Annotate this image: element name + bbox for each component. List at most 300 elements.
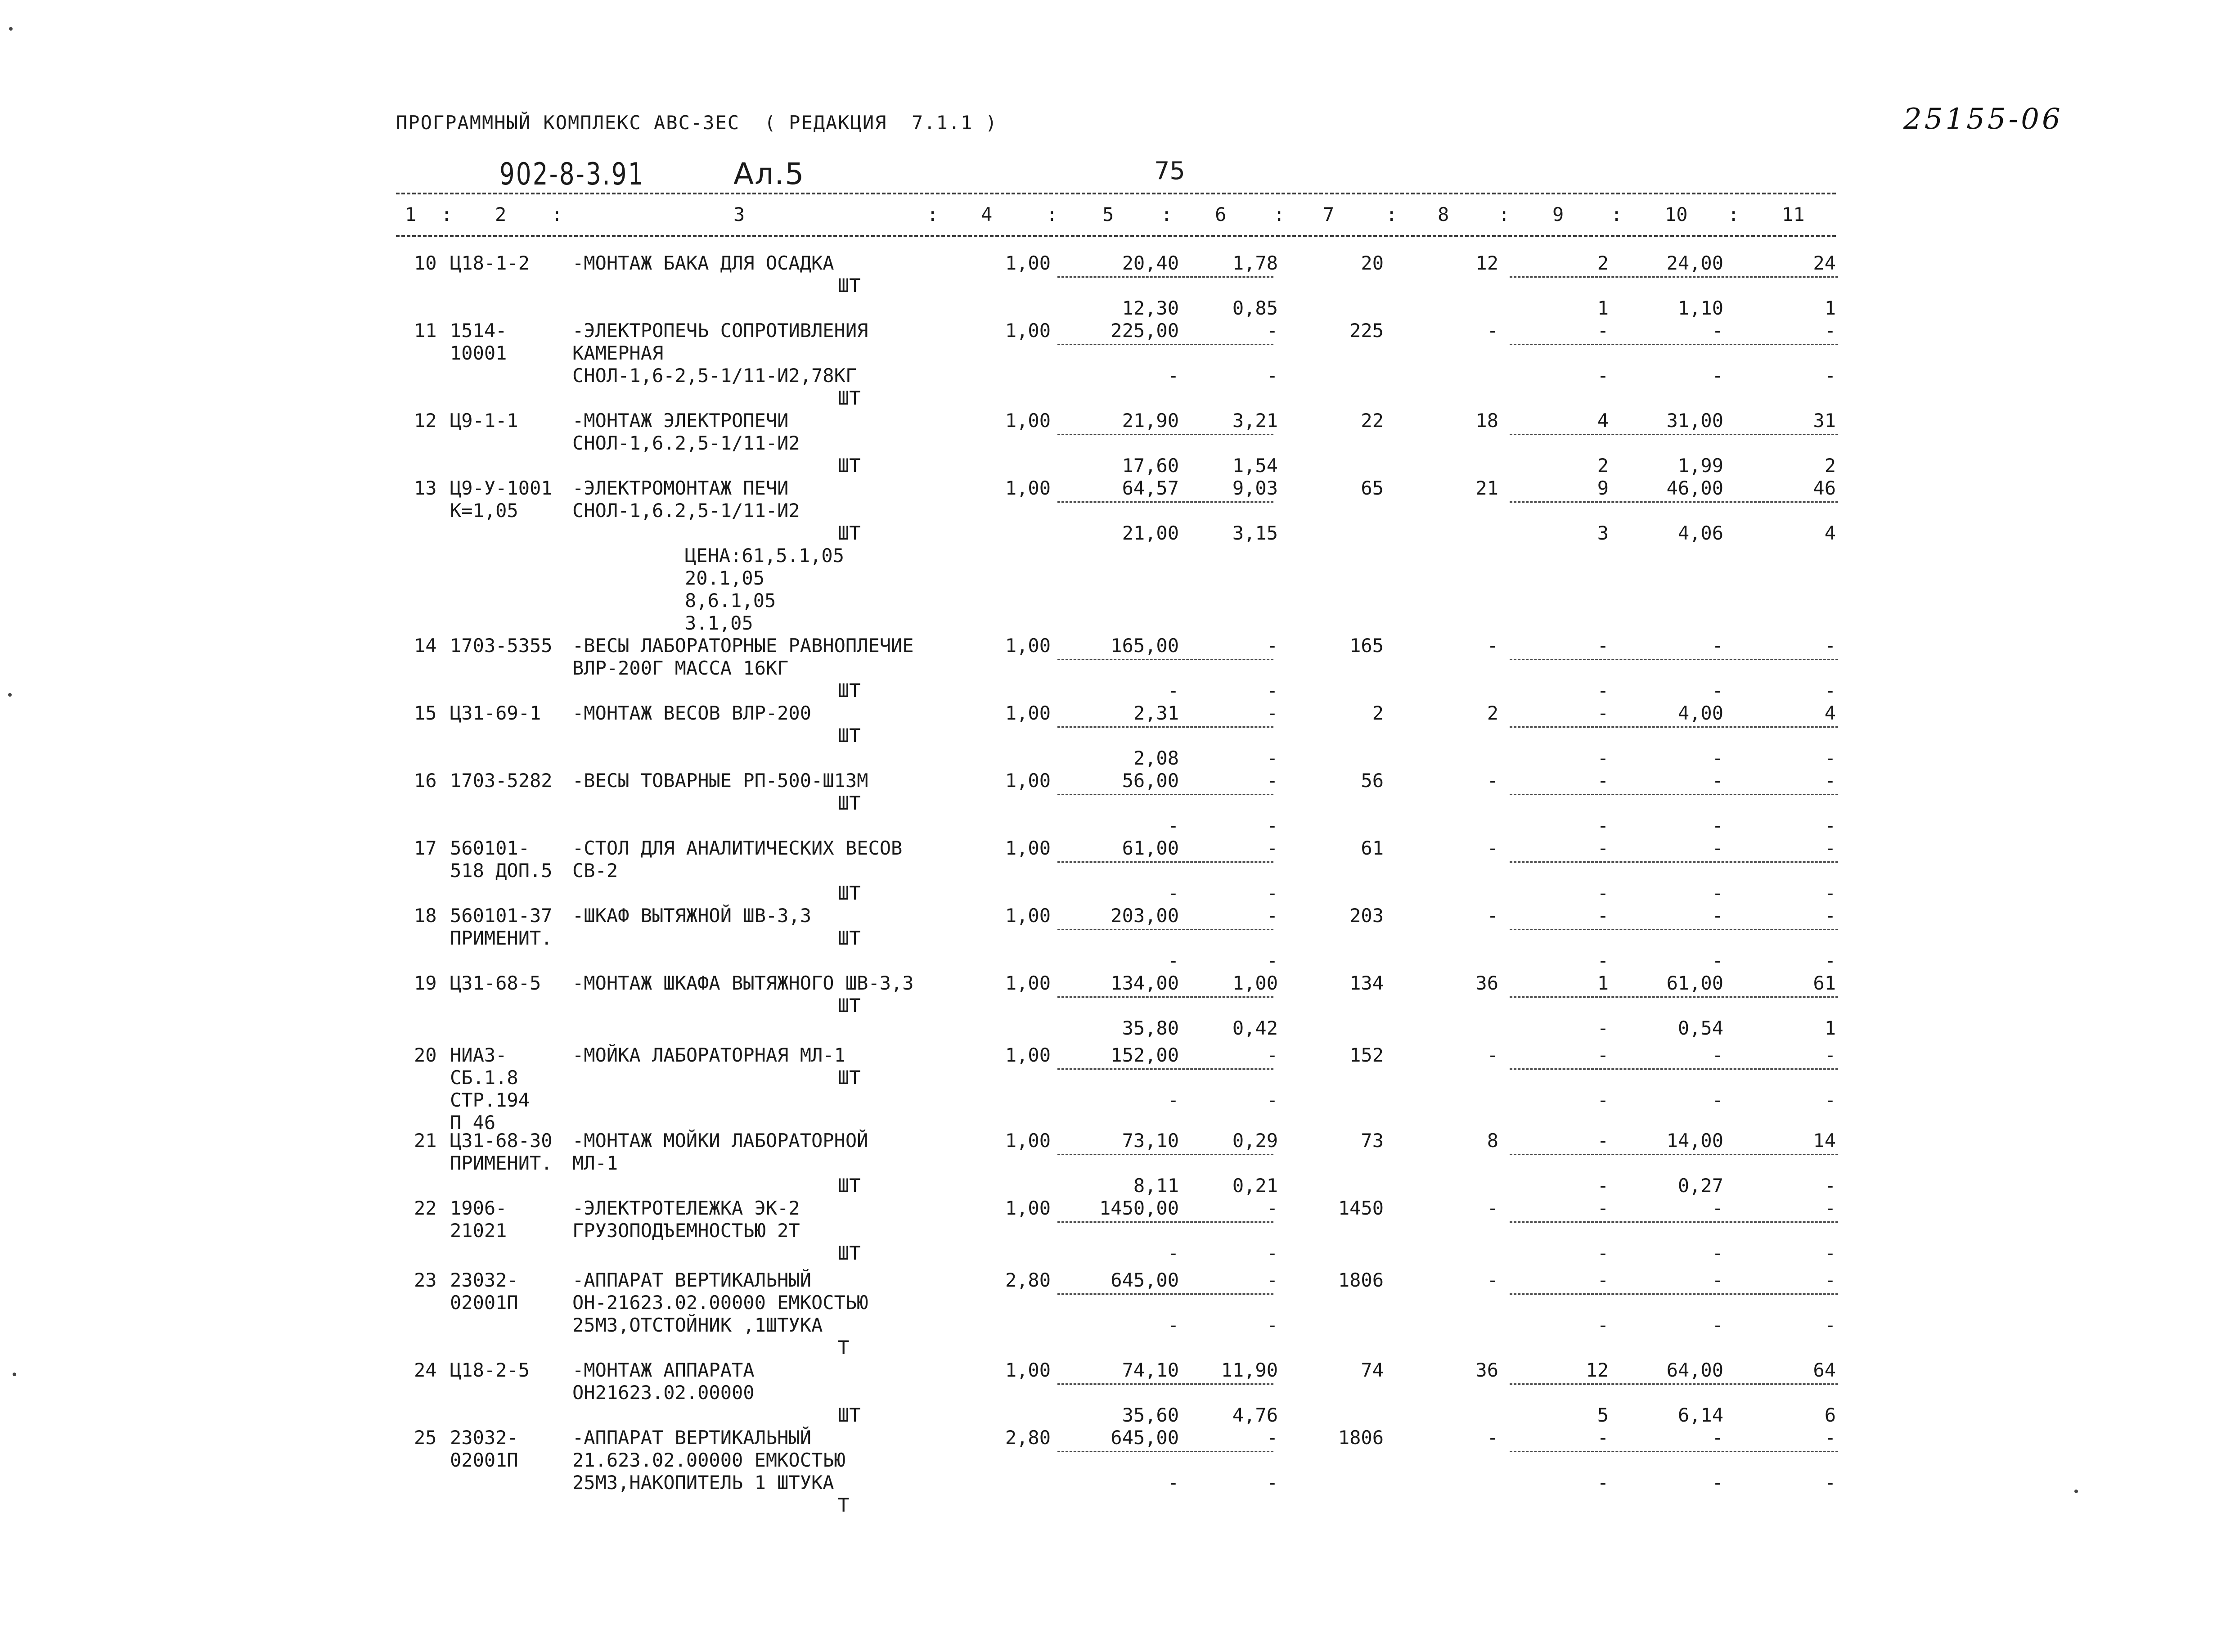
col7-value: 22: [1361, 410, 1384, 432]
col5-value-top: 56,00: [1122, 770, 1179, 792]
col7-value: 152: [1349, 1044, 1384, 1066]
row-number: 21: [414, 1130, 437, 1152]
col5-value-top: 74,10: [1122, 1359, 1179, 1381]
col6-value-bottom: -: [1266, 950, 1278, 972]
col7-value: 225: [1349, 320, 1384, 342]
column-header: 10: [1665, 203, 1688, 225]
col5-value-bottom: -: [1167, 815, 1179, 837]
cell-divider-rule: [1057, 996, 1273, 998]
row-number: 25: [414, 1427, 437, 1449]
col6-value: [1170, 635, 1278, 702]
norm-code: [450, 635, 553, 657]
col9-value: [1501, 635, 1609, 702]
col9-value-bottom: 5: [1597, 1404, 1609, 1426]
col11-value-top: -: [1824, 1044, 1836, 1066]
column-separator: :: [551, 203, 563, 225]
item-description: [572, 905, 861, 950]
table-row: [0, 477, 2235, 634]
col10-value: [1615, 410, 1723, 477]
col5-value-bottom: -: [1167, 680, 1179, 702]
description-line: -МОНТАЖ АППАРАТА: [572, 1359, 755, 1381]
col6-value: [1170, 905, 1278, 972]
norm-code-line: 23032-: [450, 1269, 518, 1291]
col11-value-bottom: -: [1824, 882, 1836, 904]
col5-value-top: 1450,00: [1099, 1197, 1179, 1219]
norm-code: [450, 702, 541, 725]
unit-label: Т: [838, 1494, 850, 1516]
col5-value: [1071, 770, 1179, 837]
col10-value-top: 46,00: [1666, 477, 1723, 499]
col5-value: [1071, 702, 1179, 770]
quantity: 2,80: [1005, 1269, 1051, 1291]
col7-value: 1450: [1338, 1197, 1384, 1219]
description-line: СНОЛ-1,6.2,5-1/11-И2: [572, 432, 800, 454]
col11-value: [1728, 1130, 1836, 1197]
description-line: 21.623.02.00000 ЕМКОСТЬЮ: [572, 1449, 845, 1471]
col10-value-top: 24,00: [1666, 252, 1723, 274]
col5-value-bottom: -: [1167, 1314, 1179, 1336]
item-description: [572, 1269, 868, 1359]
col11-value: [1728, 702, 1836, 770]
col10-value-bottom: 0,27: [1677, 1175, 1723, 1197]
col5-value-bottom: 2,08: [1133, 747, 1179, 769]
description-line: СНОЛ-1,6-2,5-1/11-И2,78КГ: [572, 365, 857, 387]
col11-value: [1728, 972, 1836, 1040]
norm-code-line: 02001П: [450, 1292, 518, 1314]
unit-label: ШТ: [838, 275, 861, 297]
col9-value-bottom: -: [1597, 1175, 1609, 1197]
col5-value: [1071, 252, 1179, 320]
column-separator: :: [1498, 203, 1510, 225]
col11-value-top: -: [1824, 635, 1836, 657]
norm-code-line: 23032-: [450, 1427, 518, 1449]
description-line: -ЭЛЕКТРОПЕЧЬ СОПРОТИВЛЕНИЯ: [572, 320, 868, 342]
row-number: 20: [414, 1044, 437, 1066]
unit-label: Т: [838, 1337, 850, 1359]
col5-value-top: 645,00: [1111, 1269, 1179, 1291]
col5-value-top: 21,90: [1122, 410, 1179, 432]
cell-divider-rule: [1510, 1383, 1838, 1385]
norm-code: [450, 1130, 553, 1175]
norm-code-line: П 46: [450, 1112, 496, 1134]
cell-divider-rule: [1057, 1451, 1273, 1452]
col10-value: [1615, 320, 1723, 387]
col6-value-top: 9,03: [1232, 477, 1278, 499]
column-header: 11: [1782, 203, 1805, 225]
col9-value-top: 2: [1597, 252, 1609, 274]
col6-value-top: 0,29: [1232, 1130, 1278, 1152]
cell-divider-rule: [1510, 861, 1838, 863]
col11-value-bottom: -: [1824, 365, 1836, 387]
cell-divider-rule: [1057, 1154, 1273, 1155]
col9-value-top: -: [1597, 770, 1609, 792]
handwritten-document-code: 25155-06: [1903, 103, 2063, 136]
col10-value-bottom: -: [1712, 747, 1723, 769]
col7-value: 134: [1349, 972, 1384, 994]
cell-divider-rule: [1057, 434, 1273, 435]
col7-value: 56: [1361, 770, 1384, 792]
col11-value-bottom: -: [1824, 1472, 1836, 1494]
col5-value-top: 165,00: [1111, 635, 1179, 657]
col11-value-top: -: [1824, 837, 1836, 859]
description-line: -ВЕСЫ ЛАБОРАТОРНЫЕ РАВНОПЛЕЧИЕ: [572, 635, 914, 657]
page-number: 75: [1154, 157, 1185, 185]
col9-value: [1501, 1427, 1609, 1494]
norm-code-line: Ц18-1-2: [450, 252, 530, 274]
col10-value: [1615, 1130, 1723, 1197]
cell-divider-rule: [1057, 794, 1273, 795]
item-description: [572, 635, 914, 702]
col10-value-top: -: [1712, 1427, 1723, 1449]
col6-value-bottom: 4,76: [1232, 1404, 1278, 1426]
item-description: [572, 972, 914, 1017]
norm-code: [450, 1359, 530, 1382]
col11-value: [1728, 1197, 1836, 1265]
cell-divider-rule: [1057, 1383, 1273, 1385]
norm-code-line: 21021: [450, 1220, 507, 1242]
description-line: МЛ-1: [572, 1152, 618, 1174]
col10-value-bottom: -: [1712, 1472, 1723, 1494]
col9-value: [1501, 477, 1609, 545]
col11-value-bottom: 4: [1824, 522, 1836, 544]
cell-divider-rule: [1510, 276, 1838, 278]
col11-value: [1728, 635, 1836, 702]
col6-value: [1170, 972, 1278, 1040]
unit-label: ШТ: [838, 725, 861, 747]
col5-value-top: 134,00: [1111, 972, 1179, 994]
scan-speck: [9, 27, 13, 31]
col11-value-bottom: -: [1824, 1089, 1836, 1111]
col9-value-bottom: -: [1597, 1472, 1609, 1494]
description-line: -ЭЛЕКТРОМОНТАЖ ПЕЧИ: [572, 477, 789, 499]
quantity: 2,80: [1005, 1427, 1051, 1449]
col8-value: -: [1487, 1269, 1498, 1291]
col5-value: [1071, 635, 1179, 702]
col8-value: -: [1487, 1197, 1498, 1219]
norm-code-line: Ц9-1-1: [450, 410, 518, 432]
col6-value: [1170, 320, 1278, 387]
col10-value-top: 61,00: [1666, 972, 1723, 994]
norm-code: [450, 770, 553, 792]
norm-code-line: Ц31-68-5: [450, 972, 541, 994]
column-header: 7: [1323, 203, 1335, 225]
col10-value: [1615, 1269, 1723, 1337]
col11-value-top: 64: [1813, 1359, 1836, 1381]
item-description: [572, 252, 861, 297]
col5-value: [1071, 1427, 1179, 1494]
quantity: 1,00: [1005, 1044, 1051, 1066]
cell-divider-rule: [1057, 659, 1273, 660]
col10-value: [1615, 1197, 1723, 1265]
col5-value-bottom: -: [1167, 1242, 1179, 1264]
col6-value-top: -: [1266, 1427, 1278, 1449]
col10-value: [1615, 1427, 1723, 1494]
col6-value-bottom: -: [1266, 747, 1278, 769]
col6-value-bottom: -: [1266, 1314, 1278, 1336]
col5-value-bottom: -: [1167, 882, 1179, 904]
row-number: 12: [414, 410, 437, 432]
col9-value-top: -: [1597, 1427, 1609, 1449]
norm-code-line: Ц31-69-1: [450, 702, 541, 724]
col7-value: 61: [1361, 837, 1384, 859]
col11-value: [1728, 320, 1836, 387]
item-description: [572, 1044, 861, 1089]
col9-value: [1501, 1359, 1609, 1427]
description-line: -АППАРАТ ВЕРТИКАЛЬНЫЙ: [572, 1427, 812, 1449]
col9-value-top: -: [1597, 1197, 1609, 1219]
col6-value-top: 1,78: [1232, 252, 1278, 274]
column-separator: :: [1611, 203, 1623, 225]
cell-divider-rule: [1057, 1068, 1273, 1070]
cell-divider-rule: [1510, 726, 1838, 728]
col11-value-bottom: -: [1824, 1175, 1836, 1197]
col6-value-bottom: 0,85: [1232, 297, 1278, 319]
col5-value-top: 152,00: [1111, 1044, 1179, 1066]
col10-value-top: -: [1712, 1197, 1723, 1219]
cell-divider-rule: [1057, 929, 1273, 930]
col9-value: [1501, 972, 1609, 1040]
col6-value: [1170, 770, 1278, 837]
column-header: 9: [1552, 203, 1564, 225]
description-line: -ЭЛЕКТРОТЕЛЕЖКА ЭК-2: [572, 1197, 800, 1219]
col10-value-bottom: -: [1712, 950, 1723, 972]
col10-value-bottom: -: [1712, 1242, 1723, 1264]
col5-value-bottom: 35,60: [1122, 1404, 1179, 1426]
unit-label: ШТ: [838, 792, 861, 814]
unit-label: ШТ: [838, 1175, 861, 1197]
col9-value-bottom: -: [1597, 815, 1609, 837]
norm-code-line: 1703-5355: [450, 635, 553, 657]
col9-value-bottom: -: [1597, 365, 1609, 387]
col5-value-bottom: -: [1167, 1089, 1179, 1111]
norm-code-line: СБ.1.8: [450, 1067, 518, 1089]
norm-code-line: Ц9-У-1001: [450, 477, 553, 499]
norm-code-line: 560101-: [450, 837, 530, 859]
col11-value: [1728, 252, 1836, 320]
col11-value-bottom: -: [1824, 1314, 1836, 1336]
col5-value-bottom: 17,60: [1122, 455, 1179, 477]
col10-value-bottom: -: [1712, 1089, 1723, 1111]
col6-value-top: -: [1266, 320, 1278, 342]
description-line: -СТОЛ ДЛЯ АНАЛИТИЧЕСКИХ ВЕСОВ: [572, 837, 903, 859]
col11-value: [1728, 837, 1836, 905]
cell-divider-rule: [1510, 1154, 1838, 1155]
col11-value-bottom: -: [1824, 815, 1836, 837]
col9-value: [1501, 410, 1609, 477]
col9-value-top: 4: [1597, 410, 1609, 432]
description-line: 25М3,ОТСТОЙНИК ,1ШТУКА: [572, 1314, 823, 1336]
col10-value-bottom: -: [1712, 680, 1723, 702]
col5-value: [1071, 1197, 1179, 1265]
col10-value-top: -: [1712, 770, 1723, 792]
norm-code: [450, 477, 553, 522]
cell-divider-rule: [1057, 501, 1273, 503]
col9-value-bottom: 2: [1597, 455, 1609, 477]
description-line: -МОЙКА ЛАБОРАТОРНАЯ МЛ-1: [572, 1044, 845, 1066]
col10-value-bottom: 1,99: [1677, 455, 1723, 477]
description-line: ВЛР-200Г МАССА 16КГ: [572, 657, 789, 679]
col10-value: [1615, 770, 1723, 837]
col9-value: [1501, 1130, 1609, 1197]
norm-code-line: 02001П: [450, 1449, 518, 1471]
cell-divider-rule: [1510, 996, 1838, 998]
col5-value-top: 225,00: [1111, 320, 1179, 342]
cell-divider-rule: [1510, 501, 1838, 503]
row-number: 15: [414, 702, 437, 724]
col9-value-top: 1: [1597, 972, 1609, 994]
col9-value-top: -: [1597, 837, 1609, 859]
norm-code-line: 1514-: [450, 320, 507, 342]
col9-value-top: 9: [1597, 477, 1609, 499]
col6-value-bottom: -: [1266, 815, 1278, 837]
row-number: 19: [414, 972, 437, 994]
table-row: [0, 320, 2235, 419]
cell-divider-rule: [1510, 434, 1838, 435]
col10-value: [1615, 252, 1723, 320]
norm-code: [450, 1197, 507, 1242]
col9-value-top: -: [1597, 320, 1609, 342]
col8-value: 8: [1487, 1130, 1498, 1152]
norm-code-line: 1906-: [450, 1197, 507, 1219]
col10-value: [1615, 635, 1723, 702]
album-label: Ал.5: [733, 157, 805, 191]
col9-value-bottom: 1: [1597, 297, 1609, 319]
col11-value-top: 14: [1813, 1130, 1836, 1152]
col5-value-top: 203,00: [1111, 905, 1179, 927]
quantity: 1,00: [1005, 1130, 1051, 1152]
item-description: [572, 702, 861, 747]
col10-value: [1615, 702, 1723, 770]
column-separator: :: [441, 203, 453, 225]
description-line: СНОЛ-1,6.2,5-1/11-И2: [572, 500, 800, 522]
norm-code-line: 10001: [450, 342, 507, 364]
col10-value-top: 64,00: [1666, 1359, 1723, 1381]
col10-value-top: -: [1712, 837, 1723, 859]
col6-value-top: 1,00: [1232, 972, 1278, 994]
col9-value: [1501, 1044, 1609, 1112]
col10-value-bottom: 0,54: [1677, 1017, 1723, 1039]
col9-value-bottom: -: [1597, 1242, 1609, 1264]
col5-value-bottom: -: [1167, 365, 1179, 387]
price-formula-line: 3.1,05: [685, 612, 753, 634]
col5-value-top: 20,40: [1122, 252, 1179, 274]
col10-value-top: -: [1712, 320, 1723, 342]
col10-value: [1615, 477, 1723, 545]
row-number: 16: [414, 770, 437, 792]
table-row: [0, 1269, 2235, 1368]
norm-code-line: 560101-37: [450, 905, 553, 927]
col6-value-bottom: -: [1266, 1242, 1278, 1264]
quantity: 1,00: [1005, 1197, 1051, 1219]
item-description: [572, 1427, 849, 1517]
column-header: 8: [1438, 203, 1449, 225]
cell-divider-rule: [1057, 726, 1273, 728]
col9-value-bottom: -: [1597, 1314, 1609, 1336]
cell-divider-rule: [1057, 276, 1273, 278]
column-separator: :: [1728, 203, 1740, 225]
col11-value: [1728, 1359, 1836, 1427]
description-line: -АППАРАТ ВЕРТИКАЛЬНЫЙ: [572, 1269, 812, 1291]
col6-value-top: -: [1266, 905, 1278, 927]
col5-value: [1071, 320, 1179, 387]
row-number: 17: [414, 837, 437, 859]
col10-value: [1615, 1044, 1723, 1112]
col8-value: 36: [1475, 972, 1498, 994]
description-line: -МОНТАЖ ЭЛЕКТРОПЕЧИ: [572, 410, 789, 432]
col8-value: -: [1487, 320, 1498, 342]
cell-divider-rule: [1510, 659, 1838, 660]
column-header: 5: [1102, 203, 1114, 225]
col11-value-top: 61: [1813, 972, 1836, 994]
col9-value: [1501, 702, 1609, 770]
col5-value: [1071, 1269, 1179, 1337]
col11-value-bottom: 1: [1824, 1017, 1836, 1039]
cell-divider-rule: [1510, 1221, 1838, 1223]
quantity: 1,00: [1005, 635, 1051, 657]
col11-value-bottom: 2: [1824, 455, 1836, 477]
col6-value: [1170, 1359, 1278, 1427]
quantity: 1,00: [1005, 972, 1051, 994]
col11-value-top: 31: [1813, 410, 1836, 432]
col9-value-top: -: [1597, 635, 1609, 657]
col7-value: 73: [1361, 1130, 1384, 1152]
unit-label: ШТ: [838, 387, 861, 409]
col5-value-top: 61,00: [1122, 837, 1179, 859]
col11-value-top: -: [1824, 1197, 1836, 1219]
col9-value: [1501, 1197, 1609, 1265]
col11-value-bottom: 6: [1824, 1404, 1836, 1426]
quantity: 1,00: [1005, 252, 1051, 274]
col10-value-bottom: 1,10: [1677, 297, 1723, 319]
col6-value-top: -: [1266, 1197, 1278, 1219]
col9-value: [1501, 252, 1609, 320]
price-formula-line: 20.1,05: [685, 567, 765, 589]
item-description: [572, 837, 902, 905]
description-line: -ШКАФ ВЫТЯЖНОЙ ШВ-3,3: [572, 905, 812, 927]
norm-code: [450, 1427, 518, 1472]
table-row: [0, 1427, 2235, 1526]
col8-value: -: [1487, 905, 1498, 927]
col11-value-top: 24: [1813, 252, 1836, 274]
norm-code: [450, 837, 553, 882]
price-formula-line: 8,6.1,05: [685, 590, 776, 612]
col6-value-top: -: [1266, 770, 1278, 792]
column-separator: :: [1386, 203, 1398, 225]
unit-label: ШТ: [838, 882, 861, 904]
col6-value-bottom: -: [1266, 680, 1278, 702]
item-description: [572, 770, 868, 815]
norm-code-line: Ц18-2-5: [450, 1359, 530, 1381]
col7-value: 165: [1349, 635, 1384, 657]
col10-value-top: 14,00: [1666, 1130, 1723, 1152]
scan-speck: [8, 693, 12, 697]
norm-code-line: СТР.194: [450, 1089, 530, 1111]
col10-value: [1615, 837, 1723, 905]
quantity: 1,00: [1005, 320, 1051, 342]
col6-value: [1170, 252, 1278, 320]
col5-value: [1071, 905, 1179, 972]
col8-value: -: [1487, 635, 1498, 657]
col11-value-top: -: [1824, 1269, 1836, 1291]
column-header: 2: [495, 203, 507, 225]
col9-value: [1501, 1269, 1609, 1337]
col5-value: [1071, 1359, 1179, 1427]
col5-value-top: 2,31: [1133, 702, 1179, 724]
col5-value-bottom: 35,80: [1122, 1017, 1179, 1039]
col6-value: [1170, 410, 1278, 477]
col11-value-top: -: [1824, 905, 1836, 927]
col7-value: 74: [1361, 1359, 1384, 1381]
